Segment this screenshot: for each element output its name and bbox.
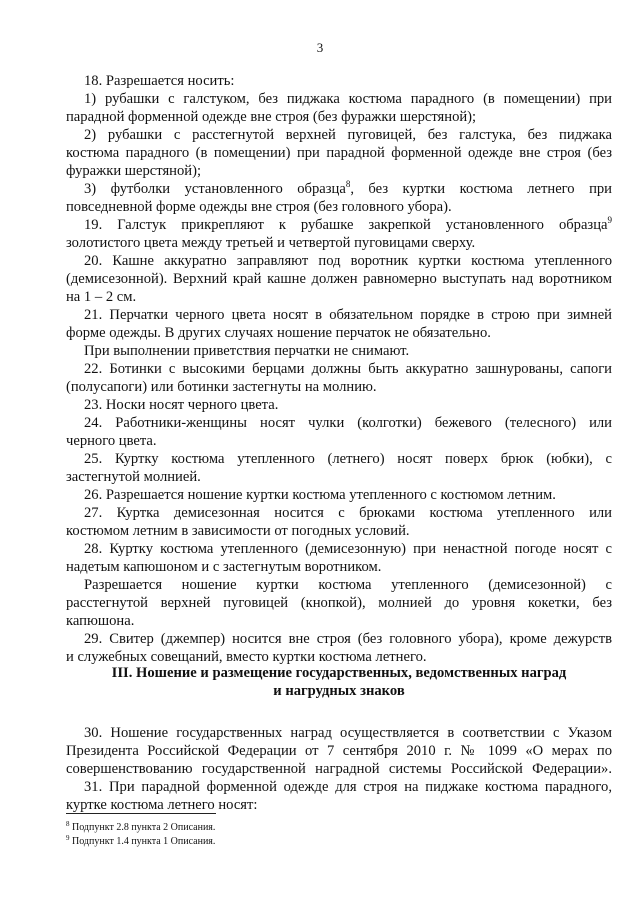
text-line: застегнутой молнией.	[66, 469, 201, 485]
text-line: 28. Куртку костюма утепленного (демисезонную) при ненастной погоде носят с	[84, 541, 612, 557]
text-line: 24. Работники-женщины носят чулки (колготки) бежевого (телесного) или	[84, 415, 612, 431]
text-line: 19. Галстук прикрепляют к рубашке закрепкой установленного образца$^9$	[84, 215, 612, 233]
footnote-reference: 8	[345, 179, 351, 189]
text-line: парадной форменной одежде вне строя (без фуражки шерстяной);	[66, 109, 477, 125]
text-line: 22. Ботинки с высокими берцами должны быть аккуратно зашнурованы, сапоги	[84, 361, 612, 377]
text-line: 27. Куртка демисезонная носится с брюками костюма утепленного или	[84, 505, 612, 521]
section-heading-line-2: и нагрудных знаков	[273, 683, 405, 699]
text-line: костюмом летним в зависимости от погодных условий.	[66, 523, 410, 539]
text-line: надетым капюшоном и с застегнутым воротником.	[66, 559, 382, 575]
text-line: Разрешается ношение куртки костюма утепленного (демисезонной) с	[84, 577, 612, 593]
text-line: Президента Российской Федерации от 7 сентября 2010 г. № 1099 «О мерах по	[66, 743, 612, 759]
text-line: 18. Разрешается носить:	[84, 73, 235, 89]
text-line: (полусапоги) или ботинки застегнуты на молнию.	[66, 379, 377, 395]
text-line: расстегнутой верхней пуговицей (кнопкой), молнией до уровня кокетки, без	[66, 595, 612, 611]
text-line: золотистого цвета между третьей и четвертой пуговицами сверху.	[66, 235, 476, 251]
footnote-text: Подпункт 2.8 пункта 2 Описания.	[72, 822, 216, 833]
text-line: фуражки шерстяной);	[66, 163, 202, 179]
footnote-marker: 9	[66, 834, 70, 842]
text-line: 21. Перчатки черного цвета носят в обязательном порядке в строю при зимней	[84, 307, 612, 323]
text-line: костюма парадного (в помещении) при парадной форменной одежде вне строя (без	[66, 145, 612, 161]
footnote-reference: 9	[607, 215, 612, 225]
section-heading-line-1: III. Ношение и размещение государственных, ведомственных наград	[111, 665, 567, 681]
text-line: форме одежды. В других случаях ношение перчаток не обязательно.	[66, 325, 491, 341]
text-line: При выполнении приветствия перчатки не снимают.	[84, 343, 410, 359]
footnote-separator	[66, 813, 216, 814]
text-line: 31. При парадной форменной одежде для строя на пиджаке костюма парадного,	[84, 779, 612, 795]
page-number: 3	[316, 40, 324, 55]
footnote-marker: 8	[66, 820, 70, 828]
text-line: 23. Носки носят черного цвета.	[84, 397, 279, 413]
text-line: на 1 – 2 см.	[66, 289, 137, 305]
footnote-8	[66, 822, 215, 834]
text-line: 3) футболки установленного образца$^8$, без куртки костюма летнего при	[84, 179, 612, 197]
text-line: капюшона.	[66, 613, 135, 629]
text-line: повседневной форме одежды вне строя (без головного убора).	[66, 199, 452, 215]
footnote-text: Подпункт 1.4 пункта 1 Описания.	[72, 836, 216, 847]
text-line: и служебных совещаний, вместо куртки костюма летнего.	[66, 649, 427, 665]
text-line: куртке костюма летнего носят:	[66, 797, 258, 813]
text-line: совершенствованию государственной наградной системы Российской Федерации».	[66, 761, 612, 777]
text-line: 30. Ношение государственных наград осуществляется в соответствии с Указом	[84, 725, 612, 741]
text-line: 29. Свитер (джемпер) носится вне строя (без головного убора), кроме дежурств	[84, 631, 612, 647]
text-line: 1) рубашки с галстуком, без пиджака костюма парадного (в помещении) при	[84, 91, 612, 107]
footnote-9	[66, 836, 215, 848]
text-line: 25. Куртку костюма утепленного (летнего) носят поверх брюк (юбки), с	[84, 451, 612, 467]
text-line: 20. Кашне аккуратно заправляют под воротник куртки костюма утепленного	[84, 253, 612, 269]
text-line: 26. Разрешается ношение куртки костюма утепленного с костюмом летним.	[84, 487, 556, 503]
text-line: (демисезонной). Верхний край кашне должен равномерно выступать над воротником	[66, 271, 612, 287]
text-line: 2) рубашки с расстегнутой верхней пуговицей, без галстука, без пиджака	[84, 127, 612, 143]
text-line: черного цвета.	[66, 433, 157, 449]
